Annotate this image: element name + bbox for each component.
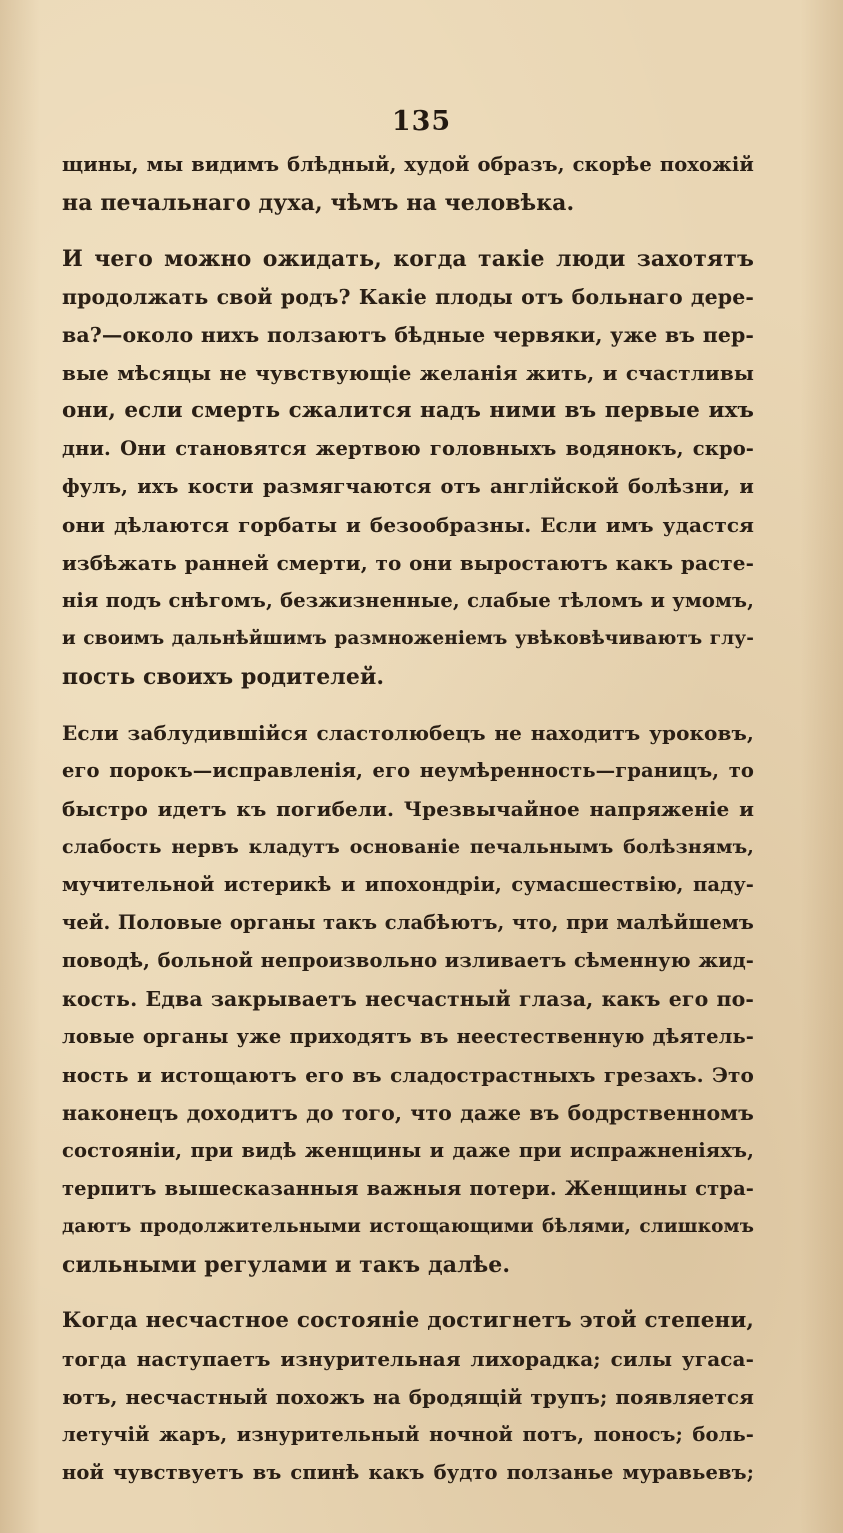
text-line: летучій жаръ, изнурительный ночной потъ, поносъ; боль-: [62, 1423, 754, 1446]
text-line: они дѣлаются горбаты и безообразны. Если имъ удастся: [62, 513, 754, 537]
text-line: чей. Половые органы такъ слабѣютъ, что, при малѣйшемъ: [62, 911, 754, 934]
text-line: и своимъ дальнѣйшимъ размноженіемъ увѣковѣчиваютъ глу-: [62, 628, 754, 649]
text-line: ютъ, несчастный похожъ на бродящій трупъ; появляется: [62, 1385, 754, 1409]
text-line: ва?—около нихъ ползаютъ бѣдные червяки, уже въ пер-: [62, 323, 754, 347]
text-line: нія подъ снѣгомъ, безжизненные, слабые тѣломъ и умомъ,: [62, 589, 754, 612]
page-number: 135: [391, 106, 452, 137]
text-line: тогда наступаетъ изнурительная лихорадка; силы угаса-: [62, 1347, 754, 1371]
text-line: наконецъ доходитъ до того, что даже въ бодрственномъ: [62, 1101, 754, 1125]
text-line: ность и истощаютъ его въ сладострастныхъ грезахъ. Это: [62, 1063, 754, 1087]
text-line: быстро идетъ къ погибели. Чрезвычайное напряженіе и: [62, 797, 754, 821]
text-line: кость. Едва закрываетъ несчастный глаза, какъ его по-: [62, 987, 754, 1011]
paragraph-gap: [62, 1284, 754, 1302]
text-line: фулъ, ихъ кости размягчаются отъ англійской болѣзни, и: [62, 475, 754, 498]
text-line: на печальнаго духа, чѣмъ на человѣка.: [62, 190, 575, 216]
text-line: щины, мы видимъ блѣдный, худой образъ, скорѣе похожій: [62, 153, 754, 176]
text-line: ной чувствуетъ въ спинѣ какъ будто ползанье муравьевъ;: [62, 1461, 754, 1484]
text-line: дни. Они становятся жертвою головныхъ водянокъ, скро-: [62, 437, 754, 460]
text-line: сильными регулами и такъ далѣе.: [62, 1252, 511, 1278]
text-line: поводѣ, больной непроизвольно изливаетъ сѣменную жид-: [62, 949, 754, 972]
text-line: ловые органы уже приходятъ въ неестественную дѣятель-: [62, 1025, 754, 1048]
text-line: Если заблудившійся сластолюбецъ не находитъ уроковъ,: [62, 721, 754, 745]
text-line: И чего можно ожидать, когда такіе люди захотятъ: [62, 246, 754, 272]
text-line: вые мѣсяцы не чувствующіе желанія жить, и счастливы: [62, 361, 754, 385]
body-text: [62, 146, 754, 1492]
paragraph-gap: [62, 222, 754, 240]
text-line: слабость нервъ кладутъ основаніе печальнымъ болѣзнямъ,: [62, 836, 754, 858]
paragraph-gap: [62, 696, 754, 714]
text-line: избѣжать ранней смерти, то они выростаютъ какъ расте-: [62, 551, 754, 575]
text-line: Когда несчастное состояніе достигнетъ этой степени,: [62, 1308, 754, 1333]
text-line: его порокъ—исправленія, его неумѣренность—границъ, то: [62, 759, 754, 782]
text-line: продолжать свой родъ? Какіе плоды отъ больнаго дере-: [62, 285, 754, 309]
text-line: пость своихъ родителей.: [62, 664, 385, 690]
text-line: они, если смерть сжалится надъ ними въ первые ихъ: [62, 398, 754, 423]
text-line: мучительной истерикѣ и ипохондріи, сумасшествію, паду-: [62, 873, 754, 896]
text-line: даютъ продолжительными истощающими бѣлями, слишкомъ: [62, 1216, 754, 1237]
text-line: терпитъ вышесказанныя важныя потери. Женщины стра-: [62, 1177, 754, 1200]
text-line: состояніи, при видѣ женщины и даже при испражненіяхъ,: [62, 1139, 754, 1162]
